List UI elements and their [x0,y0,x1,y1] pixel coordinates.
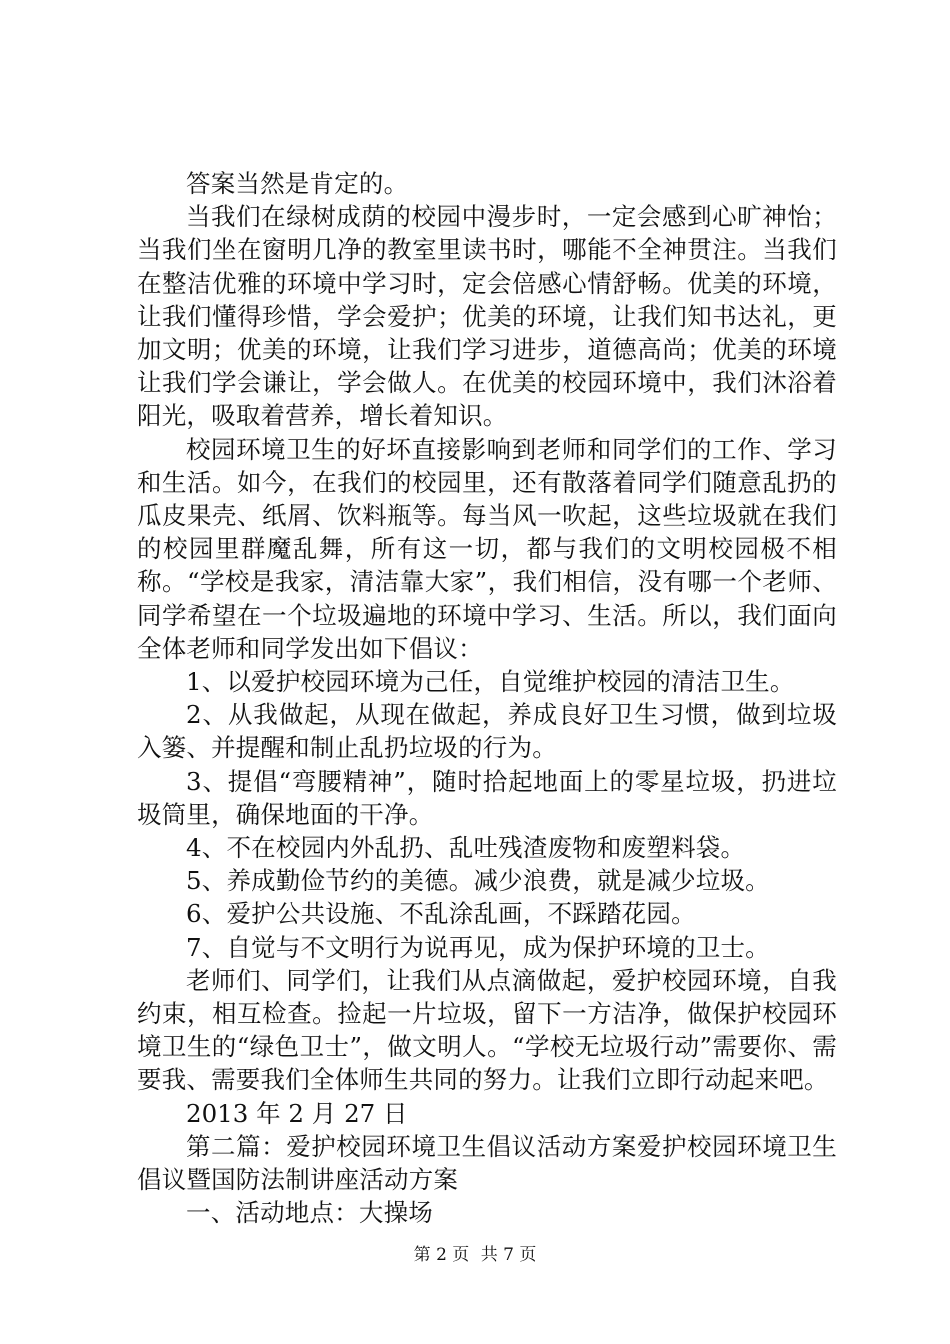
page-footer [0,1245,950,1265]
document-date: 2013 年 2 月 27 日 [186,1098,408,1128]
proposal-item-3: 3、提倡“弯腰精神”，随时拾起地面上的零星垃圾，扔进垃圾筒里，确保地面的干净。 [137,766,837,829]
answer-paragraph: 答案当然是肯定的。 [186,169,409,198]
proposal-item-7: 7、自觉与不文明行为说再见，成为保护环境的卫士。 [186,932,770,962]
proposal-item-5: 5、养成勤俭节约的美德。减少浪费，就是减少垃圾。 [186,866,770,896]
hygiene-paragraph: 校园环境卫生的好坏直接影响到老师和同学们的工作、学习和生活。如今，在我们的校园里，还有散落着同学们随意乱扔的瓜皮果壳、纸屑、饮料瓶等。每当风一吹起，这些垃圾就在我们的校园里群魔乱舞，所有这一切，都与我们的文明校园极不相称。“学校是我家，清洁靠大家”，我们相信，没有哪一个老师、同学希望在一个垃圾遍地的环境中学习、生活。所以，我们面向全体老师和同学发出如下倡议： [137,434,837,663]
proposal-item-2: 2、从我做起，从现在做起，养成良好卫生习惯，做到垃圾入篓、并提醒和制止乱扔垃圾的行为。 [137,700,837,763]
page-number: 第 2 页 [413,1245,470,1265]
page-total: 共 7 页 [480,1245,537,1265]
closing-paragraph: 老师们、同学们，让我们从点滴做起，爱护校园环境，自我约束，相互检查。捡起一片垃圾，留下一方洁净，做保护校园环境卫生的“绿色卫士”，做文明人。“学校无垃圾行动”需要你、需要我、需要我们全体师生共同的努力。让我们立即行动起来吧。 [137,965,837,1095]
proposal-item-4: 4、不在校园内外乱扔、乱吐残渣废物和废塑料袋。 [186,833,746,863]
proposal-item-6: 6、爱护公共设施、不乱涂乱画，不踩踏花园。 [186,899,696,929]
document-body [137,167,837,1230]
proposal-item-1: 1、以爱护校园环境为己任，自觉维护校园的清洁卫生。 [186,667,795,697]
activity-location: 一、活动地点：大操场 [186,1198,433,1228]
environment-paragraph: 当我们在绿树成荫的校园中漫步时，一定会感到心旷神怡；当我们坐在窗明几净的教室里读书时，哪能不全神贯注。当我们在整洁优雅的环境中学习时，定会倍感心情舒畅。优美的环境，让我们懂得珍惜，学会爱护；优美的环境，让我们知书达礼，更加文明；优美的环境，让我们学习进步，道德高尚；优美的环境让我们学会谦让，学会做人。在优美的校园环境中，我们沐浴着阳光，吸取着营养，增长着知识。 [137,202,837,431]
section-title: 第二篇：爱护校园环境卫生倡议活动方案爱护校园环境卫生倡议暨国防法制讲座活动方案 [137,1131,837,1195]
